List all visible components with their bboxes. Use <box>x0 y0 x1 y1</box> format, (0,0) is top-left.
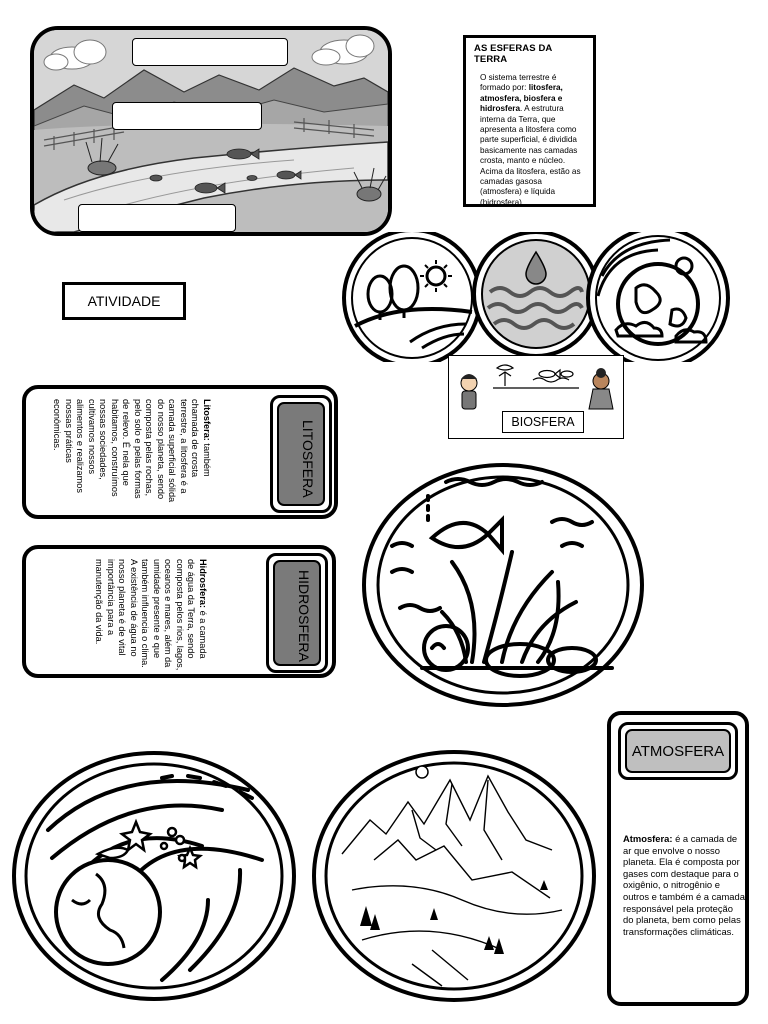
litosfera-label-inner <box>277 402 325 506</box>
blank-label-box-3[interactable] <box>78 204 236 232</box>
land-icon <box>344 232 480 362</box>
landscape-card <box>30 26 392 236</box>
mountain-icon <box>312 750 598 1004</box>
hidrosfera-label: HIDROSFERA <box>296 570 312 662</box>
water-drop-icon <box>474 232 598 356</box>
litosfera-label-outer <box>270 395 332 513</box>
hidrosfera-label-inner <box>273 560 321 666</box>
blank-label-box-1[interactable] <box>132 38 288 66</box>
atmosfera-label: ATMOSFERA <box>625 729 731 773</box>
girl-icon <box>589 368 613 409</box>
litosfera-card <box>22 385 338 519</box>
litosfera-label: LITOSFERA <box>300 420 316 498</box>
biosfera-figures <box>449 356 625 412</box>
activity-label: ATIVIDADE <box>62 282 186 320</box>
info-card <box>463 35 596 207</box>
atmosfera-card <box>607 711 749 1006</box>
spheres-icons <box>340 232 732 362</box>
hidrosfera-label-outer <box>266 553 328 673</box>
globe-icon <box>588 232 728 362</box>
underwater-icon <box>362 462 646 708</box>
biosfera-box <box>448 355 624 439</box>
info-title: AS ESFERAS DA TERRA <box>474 43 553 65</box>
atmosfera-text: Atmosfera: é a camada de ar que envolve o nosso planeta. Ela é composta por gases com destaque para o oxigênio, o nitrogênio e outros e também é a camada responsável pela proteção do planeta, bem como pelas transformações climáticas. <box>623 833 745 937</box>
litosfera-text: Litosfera: também chamada de crosta terrestre, a litosfera é a camada superficial sólida do nosso planeta, sendo composta pelas rochas, pelo solo e pelas formas de relevo. É nela que habitamos, construímos nossas sociedades, cultivamos nossos alimentos e realizamos nossas práticas econômicas. <box>52 399 212 503</box>
hidrosfera-card <box>22 545 336 678</box>
biosfera-label: BIOSFERA <box>502 411 584 433</box>
atmosfera-label-outer <box>618 722 738 780</box>
info-body: O sistema terrestre é formado por: litosfera, atmosfera, biosfera e hidrosfera. A estrutura interna da Terra, que apresenta a litosfera como parte superficial, é dividida basicamente nas camadas crosta, manto e núcleo. Acima da litosfera, estão as camadas gasosa (atmosfera) e líquida (hidrosfera). <box>480 73 581 207</box>
hidrosfera-text: Hidrosfera: é a camada de água da Terra, sendo composta pelos rios, lagos, oceanos e mares, além da umidade presente e que também influencia o clima. A existência de água no nosso planeta é de vital importância para a manutenção da vida. <box>94 559 208 671</box>
fish-icon <box>533 370 573 382</box>
atmosphere-layers-icon <box>12 750 297 1002</box>
boy-icon <box>461 374 477 409</box>
blank-label-box-2[interactable] <box>112 102 262 130</box>
